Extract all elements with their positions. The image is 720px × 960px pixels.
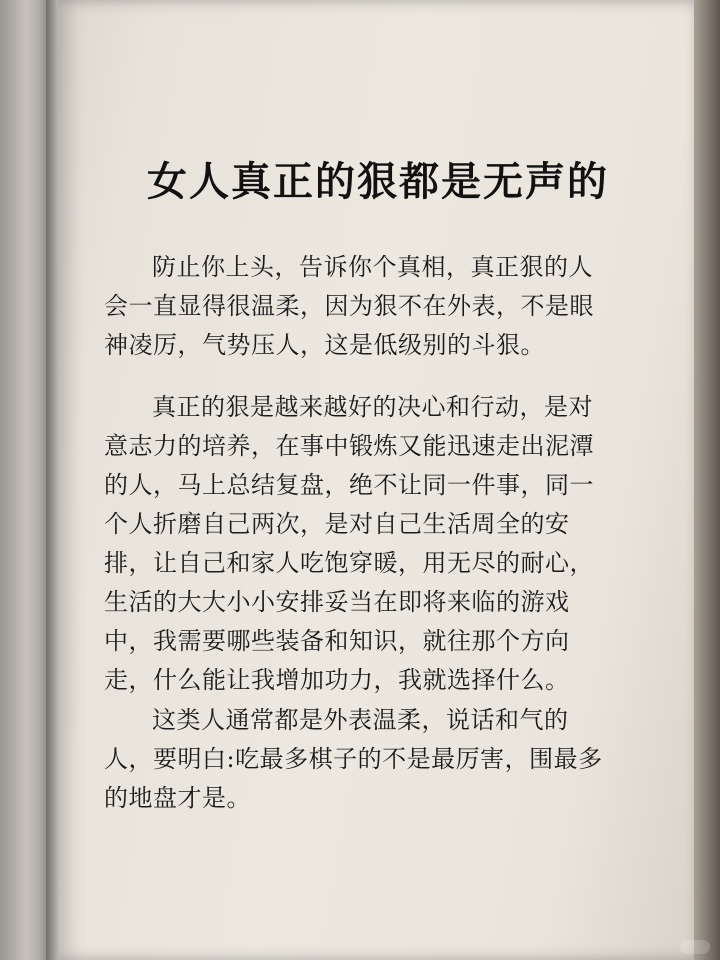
paragraph-2: 真正的狠是越来越好的决心和行动，是对意志力的培养，在事中锻炼又能迅速走出泥潭的人，马上总结复盘，绝不让同一件事，同一个人折磨自己两次，是对自己生活周全的安排，让自己和家人吃饱穿暖，用无尽的耐心，生活的大大小小安排妥当在即将来临的游戏中，我需要哪些装备和知识，就往那个方向走，什么能让我增加功力，我就选择什么。 bbox=[104, 393, 594, 694]
paragraph-1: 防止你上头，告诉你个真相，真正狠的人会一直显得很温柔，因为狠不在外表，不是眼神凌厉，气势压人，这是低级别的斗狠。 bbox=[104, 253, 594, 359]
left-page-edge bbox=[0, 0, 48, 960]
page-stack-edge bbox=[694, 0, 720, 960]
watermark-logo bbox=[680, 940, 710, 954]
paragraph-3: 这类人通常都是外表温柔，说话和气的人，要明白:吃最多棋子的不是最厉害，围最多的地盘才是。 bbox=[104, 706, 603, 812]
page-title: 女人真正的狠都是无声的 bbox=[147, 159, 609, 205]
